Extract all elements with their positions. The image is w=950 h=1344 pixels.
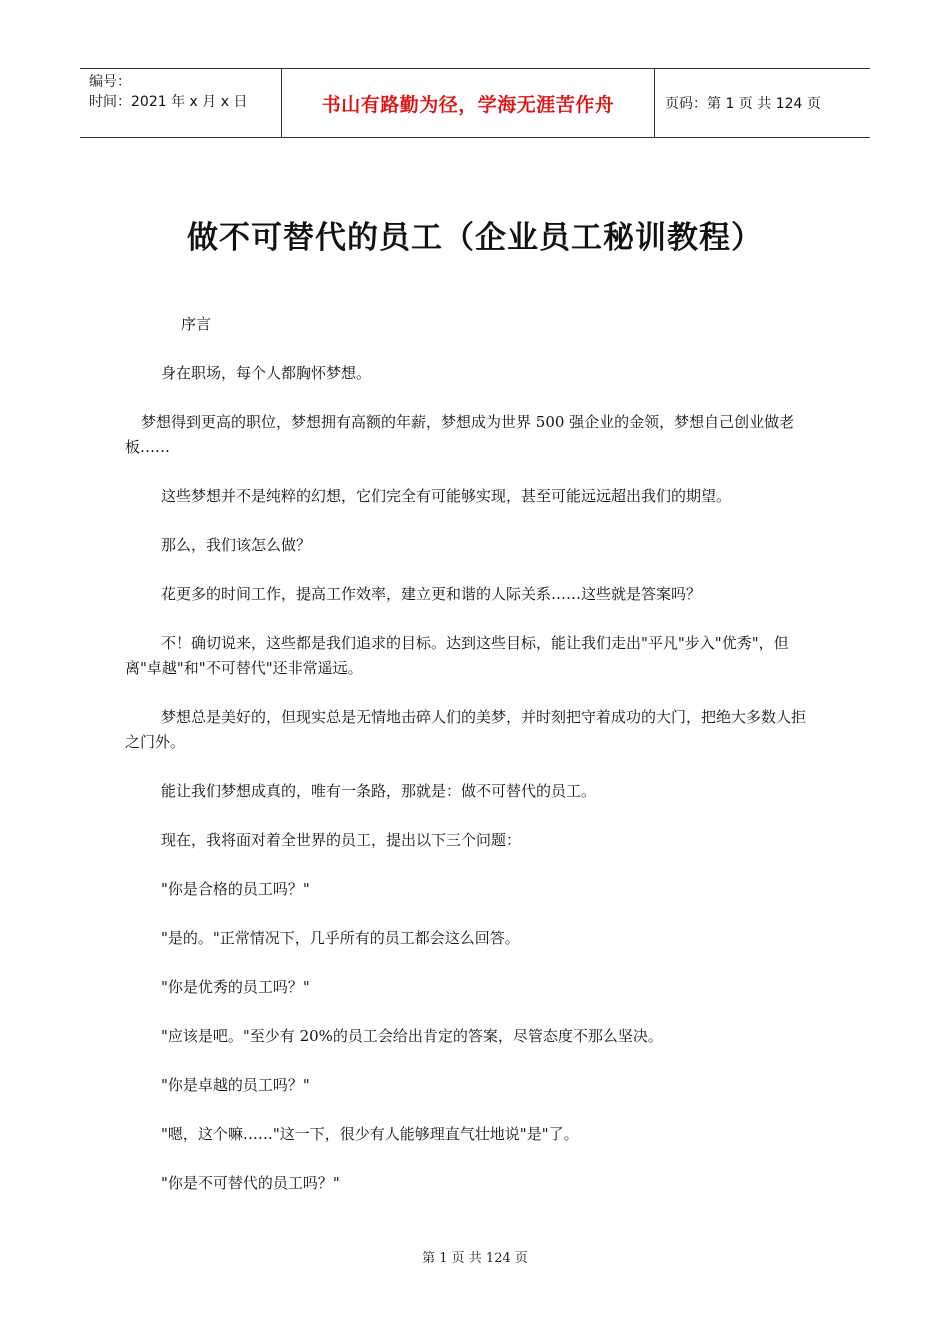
- section-heading: 序言: [181, 315, 212, 333]
- header-motto: 书山有路勤为径，学海无涯苦作舟: [321, 93, 615, 116]
- paragraph: "你是优秀的员工吗？": [161, 978, 310, 996]
- header-meta: [80, 69, 281, 137]
- paragraph: "是的。"正常情况下，几乎所有的员工都会这么回答。: [161, 929, 520, 947]
- paragraph: 现在，我将面对着全世界的员工，提出以下三个问题：: [161, 831, 522, 849]
- paragraph: 身在职场，每个人都胸怀梦想。: [161, 364, 372, 382]
- number-label: 编号：: [89, 74, 131, 90]
- document-body: [125, 312, 810, 1220]
- paragraph: 梦想得到更高的职位，梦想拥有高额的年薪，梦想成为世界 500 强企业的金领，梦想自己创业做老板……: [125, 413, 795, 456]
- time-label: 时间：2021 年 x 月 x 日: [89, 94, 248, 110]
- header-page-info: 页码：第 1 页 共 124 页: [665, 96, 821, 112]
- paragraph: "应该是吧。"至少有 20%的员工会给出肯定的答案，尽管态度不那么坚决。: [161, 1027, 663, 1045]
- paragraph: 那么，我们该怎么做？: [161, 536, 312, 554]
- header-motto-cell: [281, 69, 655, 137]
- paragraph: 能让我们梦想成真的，唯有一条路，那就是：做不可替代的员工。: [161, 782, 597, 800]
- page-header: [80, 68, 870, 138]
- page-footer: 第 1 页 共 124 页: [422, 1251, 528, 1266]
- paragraph: "你是合格的员工吗？": [161, 880, 310, 898]
- paragraph: "你是不可替代的员工吗？": [161, 1174, 340, 1192]
- paragraph: 梦想总是美好的，但现实总是无情地击碎人们的美梦，并时刻把守着成功的大门，把绝大多数人拒之门外。: [125, 708, 807, 751]
- document-title: 做不可替代的员工（企业员工秘训教程）: [187, 220, 763, 256]
- paragraph: "嗯，这个嘛……"这一下，很少有人能够理直气壮地说"是"了。: [161, 1125, 579, 1143]
- paragraph: 不！确切说来，这些都是我们追求的目标。达到这些目标，能让我们走出"平凡"步入"优秀"，但离"卓越"和"不可替代"还非常遥远。: [125, 634, 789, 677]
- paragraph: 花更多的时间工作，提高工作效率，建立更和谐的人际关系……这些就是答案吗？: [161, 585, 702, 603]
- paragraph: 这些梦想并不是纯粹的幻想，它们完全有可能够实现，甚至可能远远超出我们的期望。: [161, 487, 732, 505]
- paragraph: "你是卓越的员工吗？": [161, 1076, 310, 1094]
